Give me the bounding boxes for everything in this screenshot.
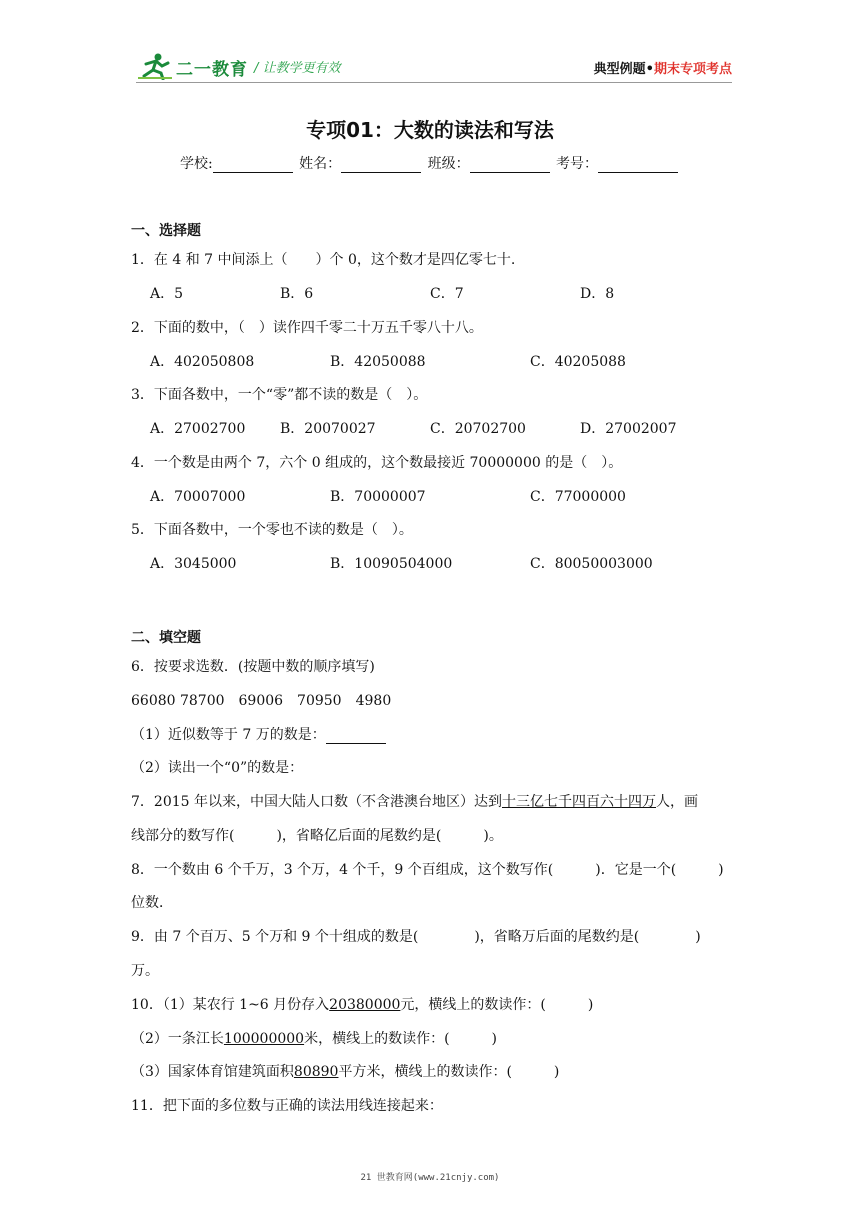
q10-3-underlined: 80890 (293, 1064, 339, 1080)
section-2-heading: 二、填空题 (131, 630, 201, 646)
q5-option-a[interactable]: A．3045000 (150, 556, 237, 572)
question-10-part-2 (131, 1028, 497, 1048)
q6-numbers: 66080 78700 69006 70950 4980 (131, 693, 392, 709)
q3-option-b[interactable]: B．20070027 (280, 421, 376, 437)
q9-line-2: 万。 (131, 963, 159, 979)
header-tag-a: 典型例题• (593, 62, 654, 77)
name-label: 姓名： (299, 156, 342, 172)
q10-3-text-a: （3）国家体育馆建筑面积 (131, 1064, 294, 1080)
brand-logo (136, 52, 376, 80)
q7-text-b: 人，画 (656, 794, 698, 810)
q8-line-2: 位数． (131, 895, 173, 911)
section-1-heading: 一、选择题 (131, 223, 201, 239)
q5-option-b[interactable]: B．10090504000 (330, 556, 453, 572)
question-7 (131, 791, 698, 811)
q10-1-underlined: 20380000 (329, 997, 401, 1013)
q3-option-c[interactable]: C．20702700 (430, 421, 526, 437)
q10-1-text-a: 10．（1）某农行 1~6 月份存入 (131, 997, 330, 1013)
q1-option-c[interactable]: C．7 (430, 286, 464, 302)
q7-text-a: 7．2015 年以来，中国大陆人口数（不含港澳台地区）达到 (131, 794, 502, 810)
question-9: 9．由 7 个百万、5 个万和 9 个十组成的数是( )，省略万后面的尾数约是( ) (131, 929, 701, 945)
question-11: 11．把下面的多位数与正确的读法用线连接起来： (131, 1098, 443, 1114)
page-title: 专项01：大数的读法和写法 (306, 118, 554, 142)
q1-option-a[interactable]: A．5 (150, 286, 184, 302)
name-blank[interactable] (341, 158, 421, 173)
question-4: 4．一个数是由两个 7，六个 0 组成的，这个数最接近 70000000 的是（ ）。 (131, 455, 623, 471)
q6-part-1-text: （1）近似数等于 7 万的数是： (131, 727, 326, 743)
question-3: 3．下面各数中，一个“零”都不读的数是（ ）。 (131, 387, 428, 403)
question-8: 8．一个数由 6 个千万，3 个万，4 个千，9 个百组成，这个数写作( )．它是一个( ) (131, 862, 724, 878)
school-blank[interactable] (213, 158, 293, 173)
q2-option-a[interactable]: A．402050808 (150, 354, 255, 370)
q10-3-text-b: 平方米，横线上的数读作：( ) (338, 1064, 560, 1080)
header-divider (136, 82, 732, 83)
exam-no-label: 考号： (556, 156, 599, 172)
q6-part-1 (131, 724, 386, 744)
class-label: 班级： (427, 156, 470, 172)
q10-2-text-b: 米，横线上的数读作：( ) (304, 1031, 498, 1047)
brand-slogan: / 让教学更有效 (254, 61, 341, 76)
q2-option-c[interactable]: C．40205088 (530, 354, 626, 370)
q4-option-c[interactable]: C．77000000 (530, 489, 626, 505)
q4-option-b[interactable]: B．70000007 (330, 489, 426, 505)
q10-2-underlined: 100000000 (223, 1031, 305, 1047)
q6-part-2: （2）读出一个“0”的数是： (131, 760, 304, 776)
question-10-part-3 (131, 1061, 559, 1081)
page-footer: 21 世教育网(www.21cnjy.com) (360, 1173, 500, 1183)
q6-part-1-blank[interactable] (326, 729, 386, 744)
q7-line-2: 线部分的数写作( )，省略亿后面的尾数约是( )。 (131, 828, 503, 844)
q1-option-d[interactable]: D．8 (580, 286, 615, 302)
header-tag-b: 期末专项考点 (653, 62, 732, 77)
question-5: 5．下面各数中，一个零也不读的数是（ ）。 (131, 522, 413, 538)
q1-option-b[interactable]: B．6 (280, 286, 314, 302)
q2-option-b[interactable]: B．42050088 (330, 354, 426, 370)
question-2: 2．下面的数中，（ ）读作四千零二十万五千零八十八。 (131, 320, 483, 336)
q3-option-a[interactable]: A．27002700 (150, 421, 246, 437)
class-blank[interactable] (470, 158, 550, 173)
question-1: 1．在 4 和 7 中间添上（ ）个 0，这个数才是四亿零七十. (131, 252, 516, 268)
school-label: 学校: (179, 156, 213, 172)
brand-name: 二一教育 (176, 60, 248, 80)
question-10-part-1 (131, 994, 593, 1014)
student-info (0, 153, 860, 173)
q10-2-text-a: （2）一条江长 (131, 1031, 224, 1047)
q7-underlined: 十三亿七千四百六十四万 (502, 794, 656, 810)
runner-icon (136, 52, 174, 80)
page-header (136, 52, 732, 80)
question-6: 6．按要求选数．(按题中数的顺序填写) (131, 659, 375, 675)
q5-option-c[interactable]: C．80050003000 (530, 556, 653, 572)
q10-1-text-b: 元，横线上的数读作：( ) (400, 997, 594, 1013)
exam-no-blank[interactable] (598, 158, 678, 173)
header-tag (594, 58, 732, 77)
q4-option-a[interactable]: A．70007000 (150, 489, 246, 505)
q3-option-d[interactable]: D．27002007 (580, 421, 677, 437)
